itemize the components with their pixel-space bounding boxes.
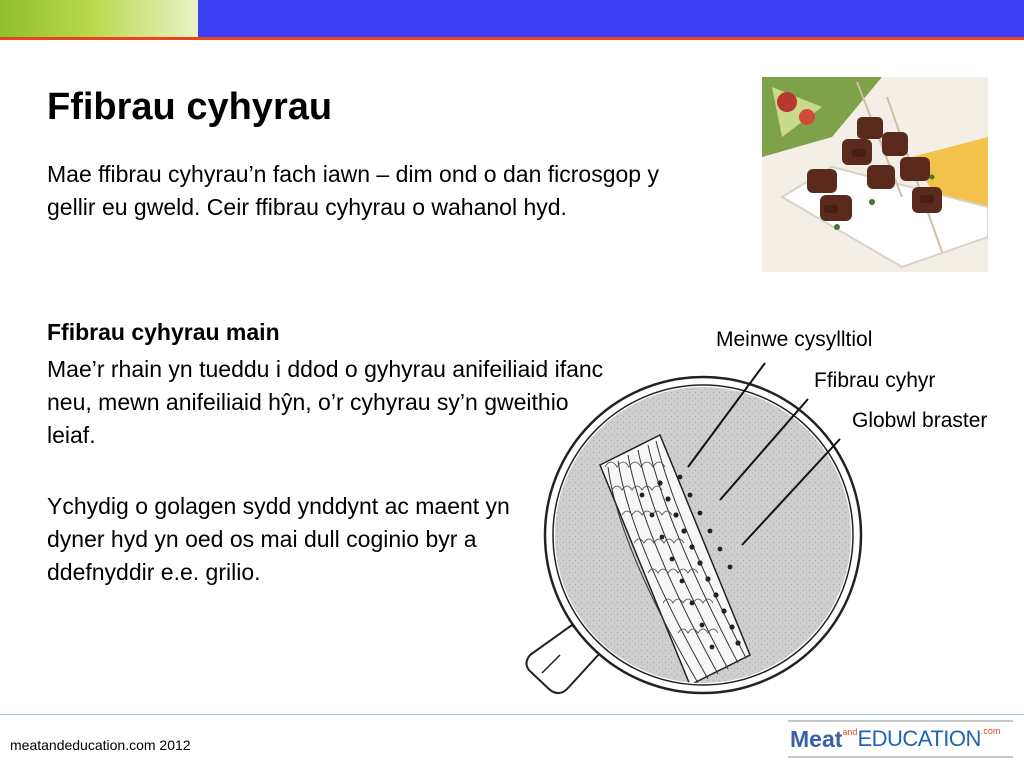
label-fat-globule: Globwl braster (852, 409, 988, 432)
body-paragraph-1: Mae’r rhain yn tueddu i ddod o gyhyrau anifeiliaid ifanc neu, mewn anifeiliaid hŷn, o’r cyhyrau sy’n gweithio leiaf. (47, 356, 604, 448)
footer-rule (0, 714, 1024, 715)
section-heading: Ffibrau cyhyrau main (47, 319, 280, 345)
muscle-fibre-magnifier-diagram (520, 355, 880, 705)
meat-and-education-logo (788, 720, 1013, 758)
logo-meat-text: Meat (790, 725, 843, 752)
logo-education-text: EDUCATION (857, 726, 981, 751)
header-rule (0, 37, 1024, 40)
kebab-photo (762, 77, 988, 272)
header-blue-band (198, 0, 1024, 37)
footer-copyright: meatandeducation.com 2012 (10, 737, 191, 753)
slide-title: Ffibrau cyhyrau (47, 86, 333, 128)
label-connective-tissue: Meinwe cysylltiol (716, 328, 873, 351)
header-green-band (0, 0, 198, 37)
intro-paragraph: Mae ffibrau cyhyrau’n fach iawn – dim ond o dan ficrosgop y gellir eu gweld. Ceir ffibrau cyhyrau o wahanol hyd. (47, 161, 659, 220)
body-paragraph-2: Ychydig o golagen sydd ynddynt ac maent yn dyner hyd yn oed os mai dull coginio byr a ddefnyddir e.e. grilio. (47, 493, 510, 585)
logo-com-text: .com (980, 726, 1001, 736)
label-muscle-fibres: Ffibrau cyhyr (814, 369, 936, 392)
logo-and-text: and (842, 727, 858, 737)
